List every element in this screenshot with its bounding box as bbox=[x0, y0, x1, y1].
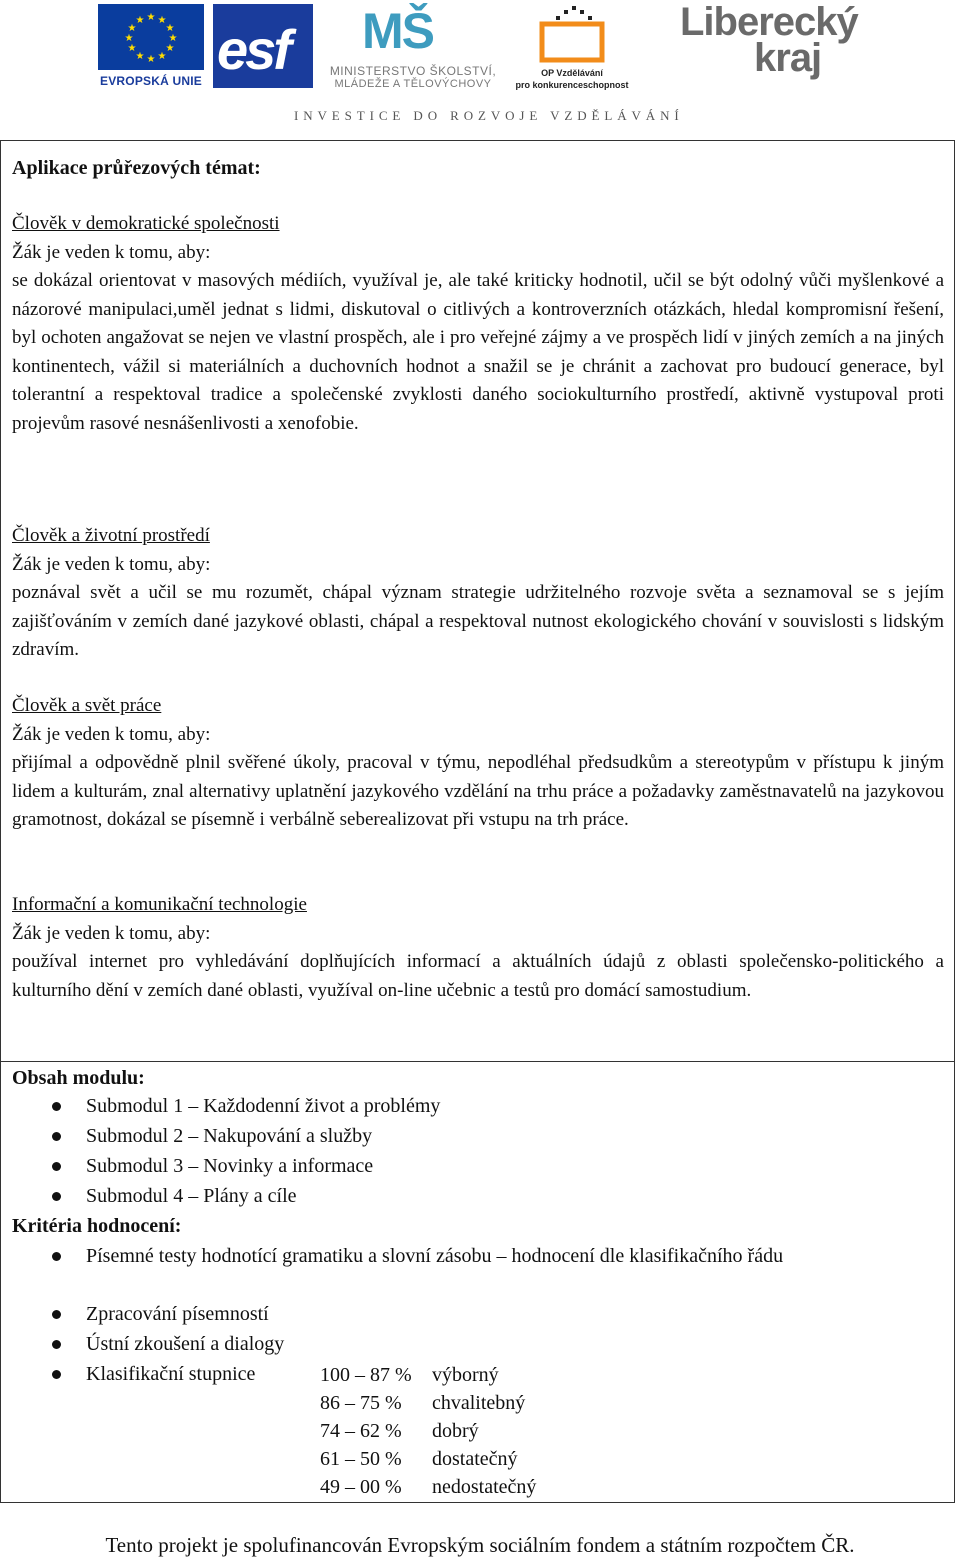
grade-range: 86 – 75 % bbox=[320, 1392, 402, 1414]
topic-democracy bbox=[12, 210, 944, 438]
criteria-item: Ústní zkoušení a dialogy bbox=[86, 1333, 285, 1355]
tagline: INVESTICE DO ROZVOJE VZDĚLÁVÁNÍ bbox=[294, 108, 684, 123]
logo-header bbox=[0, 0, 960, 130]
msmt-line1: MINISTERSTVO ŠKOLSTVÍ, bbox=[329, 64, 497, 78]
bullet-icon bbox=[52, 1162, 61, 1171]
submodule-item: Submodul 2 – Nakupování a služby bbox=[86, 1125, 373, 1147]
bullet-icon bbox=[52, 1102, 61, 1111]
topic-heading: Člověk v demokratické společnosti bbox=[12, 213, 280, 234]
liberec-line1: Liberecký bbox=[680, 0, 858, 44]
grade-name: dostatečný bbox=[432, 1448, 518, 1470]
op-logo bbox=[512, 4, 632, 96]
topic-heading: Člověk a svět práce bbox=[12, 695, 162, 716]
op-logo-icon bbox=[512, 4, 632, 66]
topic-ict bbox=[12, 891, 944, 1005]
svg-text:★: ★ bbox=[127, 43, 137, 54]
topic-text: poznával svět a učil se mu rozumět, chápal význam strategie udržitelného rozvoje světa a seznamoval se s jejím zajišťováním v zemích dané jazykové oblasti, chápal a respektoval nutnost ekologického chování v souvislosti s lidským zdravím. bbox=[12, 582, 944, 660]
svg-text:★: ★ bbox=[146, 54, 156, 65]
topic-heading: Člověk a životní prostředí bbox=[12, 525, 210, 546]
cross-curricular-section bbox=[12, 153, 944, 183]
topic-environment bbox=[12, 522, 944, 665]
submodule-item: Submodul 3 – Novinky a informace bbox=[86, 1155, 374, 1177]
bullet-icon bbox=[52, 1252, 61, 1261]
topic-text: používal internet pro vyhledávání doplňujících informací a aktuálních údajů z oblasti společensko-politického a kulturního dění v zemích dané oblasti, využíval on-line učebnic a testů pro domácí samostudium. bbox=[12, 951, 944, 1001]
criteria-item: Zpracování písemností bbox=[86, 1303, 269, 1325]
svg-text:★: ★ bbox=[157, 15, 167, 26]
grade-row bbox=[320, 1361, 499, 1389]
op-line1: OP Vzdělávání bbox=[541, 68, 603, 78]
grade-range: 49 – 00 % bbox=[320, 1476, 402, 1498]
topic-intro: Žák je veden k tomu, aby: bbox=[12, 553, 211, 575]
liberec-logo bbox=[656, 0, 862, 92]
topic-heading: Informační a komunikační technologie bbox=[12, 894, 307, 915]
msmt-logo bbox=[318, 2, 508, 94]
esf-text: esf bbox=[217, 18, 289, 81]
svg-text:★: ★ bbox=[146, 12, 156, 23]
grade-row bbox=[320, 1389, 525, 1417]
grade-name: chvalitebný bbox=[432, 1392, 526, 1414]
criteria-item: Písemné testy hodnotící gramatiku a slovní zásobu – hodnocení dle klasifikačního řádu bbox=[86, 1245, 784, 1267]
bullet-icon bbox=[52, 1192, 61, 1201]
topic-intro: Žák je veden k tomu, aby: bbox=[12, 241, 211, 263]
svg-text:★: ★ bbox=[127, 23, 137, 34]
svg-text:★: ★ bbox=[168, 33, 178, 44]
bullet-icon bbox=[52, 1340, 61, 1349]
op-line2: pro konkurenceschopnost bbox=[515, 80, 629, 90]
liberec-line2: kraj bbox=[754, 36, 822, 80]
topic-text: přijímal a odpovědně plnil svěřené úkoly, pracoval v týmu, nepodléhal předsudkům a stereotypům v přístupu k jiným lidem a kulturám, znal alternativy uplatnění jazykového vzdělání na trhu práce a požadavky zaměstnavatelů na jazykovou gramotnost, dokázal se písemně i verbálně seberealizovat při vstupu na trh práce. bbox=[12, 752, 944, 830]
submodule-item: Submodul 4 – Plány a cíle bbox=[86, 1185, 297, 1207]
bullet-icon bbox=[52, 1132, 61, 1141]
section-title: Aplikace průřezových témat: bbox=[12, 157, 261, 179]
svg-text:★: ★ bbox=[157, 51, 167, 62]
topic-intro: Žák je veden k tomu, aby: bbox=[12, 922, 211, 944]
submodule-item: Submodul 1 – Každodenní život a problémy bbox=[86, 1095, 441, 1117]
svg-text:★: ★ bbox=[165, 23, 175, 34]
grade-row bbox=[320, 1473, 536, 1501]
svg-text:★: ★ bbox=[165, 43, 175, 54]
grade-range: 61 – 50 % bbox=[320, 1448, 402, 1470]
grade-row bbox=[320, 1445, 518, 1473]
content-heading: Obsah modulu: bbox=[12, 1067, 145, 1089]
esf-logo bbox=[213, 4, 313, 88]
criteria-heading: Kritéria hodnocení: bbox=[12, 1215, 182, 1237]
eu-caption: EVROPSKÁ UNIE bbox=[100, 74, 202, 88]
footer-note: Tento projekt je spolufinancován Evropským sociálním fondem a státním rozpočtem ČR. bbox=[105, 1533, 855, 1557]
grade-name: výborný bbox=[432, 1364, 499, 1386]
grade-name: dobrý bbox=[432, 1420, 479, 1442]
svg-text:★: ★ bbox=[135, 15, 145, 26]
eu-logo bbox=[98, 4, 204, 88]
grade-range: 74 – 62 % bbox=[320, 1420, 402, 1442]
msmt-line2: MLÁDEŽE A TĚLOVÝCHOVY bbox=[334, 78, 492, 90]
grade-row bbox=[320, 1417, 479, 1445]
topic-text: se dokázal orientovat v masových médiích, využíval je, ale také kriticky hodnotil, učil se být odolný vůči myšlenkové a názorové manipulaci,uměl jednat s lidmi, diskutoval o citlivých a kontroverzních otázkách, hledal kompromisní řešení, byl ochoten angažovat se nejen ve vlastní prospěch, ale i pro veřejné zájmy a ve prospěch lidí v jiných zemích a na jiných kontinentech, vážil si materiálních a duchovních hodnot a snažil se je chránit a zachovat pro budoucí generace, byl tolerantní a respektoval tradice a společenské zvyklosti daného sociokulturního prostředí, aktivně vystupoval proti projevům rasové nesnášenlivosti a xenofobie. bbox=[12, 270, 944, 434]
grade-name: nedostatečný bbox=[432, 1476, 537, 1498]
bullet-icon bbox=[52, 1370, 61, 1379]
topic-work bbox=[12, 692, 944, 835]
bullet-icon bbox=[52, 1310, 61, 1319]
svg-text:★: ★ bbox=[124, 33, 134, 44]
topic-intro: Žák je veden k tomu, aby: bbox=[12, 723, 211, 745]
grading-scale-label: Klasifikační stupnice bbox=[86, 1363, 256, 1385]
msmt-mark-icon: MŠ bbox=[362, 3, 433, 59]
grade-range: 100 – 87 % bbox=[320, 1364, 412, 1386]
svg-text:★: ★ bbox=[135, 51, 145, 62]
eu-flag-icon bbox=[98, 4, 204, 70]
